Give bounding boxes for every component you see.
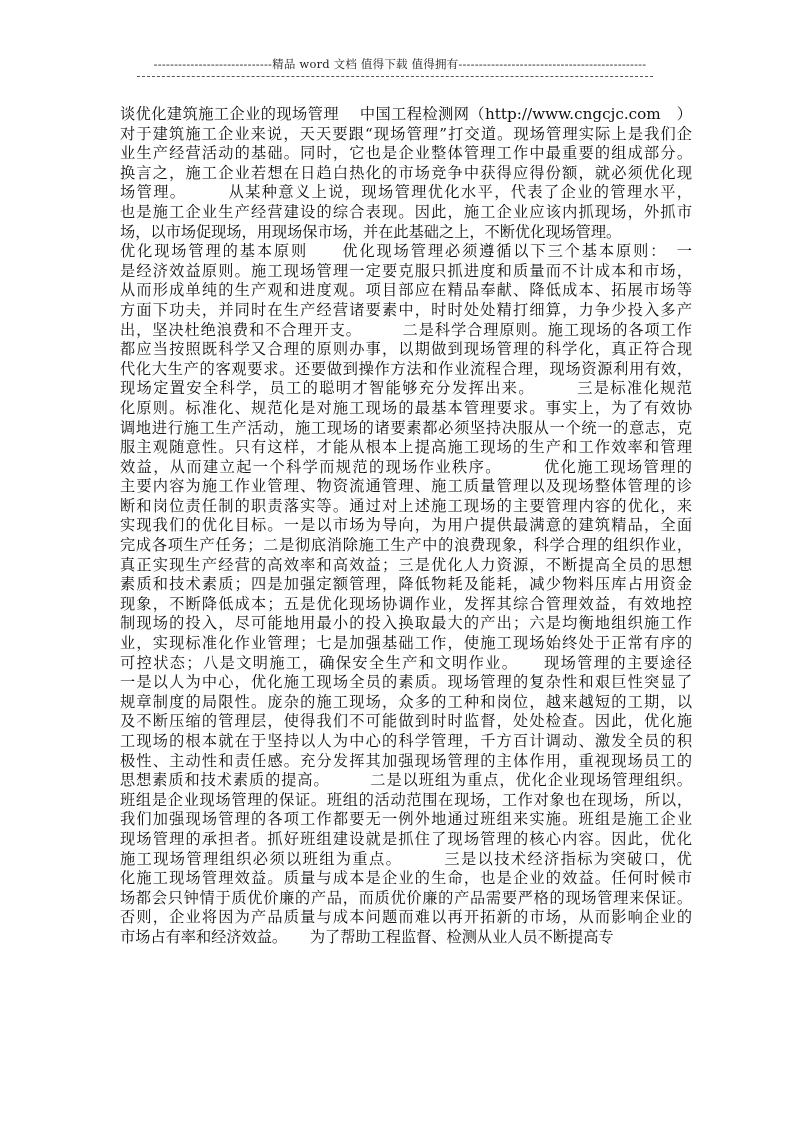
body-line: 实现我们的优化目标。一是以市场为导向，为用户提供最满意的建筑精品，全面 — [120, 516, 692, 535]
body-line: 断和岗位责任制的职责落实等。通过对上述施工现场的主要管理内容的优化，来 — [120, 496, 692, 515]
body-line: 工现场的根本就在于坚持以人为中心的科学管理，千方百计调动、激发全员的积 — [120, 732, 692, 750]
body-line: 代化大生产的客观要求。还要做到操作方法和作业流程合理，现场资源利用有效， — [120, 359, 692, 378]
body-line: 现场管理的承担者。抓好班组建设就是抓住了现场管理的核心内容。因此，优化 — [120, 829, 692, 848]
body-line: 化原则。标准化、规范化是对施工现场的最基本管理要求。事实上，为了有效协 — [120, 398, 692, 417]
body-line: 场，以市场促现场，用现场保市场，并在此基础之上，不断优化现场管理。 — [120, 222, 622, 241]
body-line: 出，坚决杜绝浪费和不合理开支。 二是科学合理原则。施工现场的各项工作 — [120, 320, 692, 339]
body-line: 班组是企业现场管理的保证。班组的活动范围在现场，工作对象也在现场，所以， — [120, 790, 692, 809]
body-line: 制现场的投入，尽可能地用最小的投入换取最大的产出；六是均衡地组织施工作 — [120, 614, 692, 633]
body-line: 一是以人为中心，优化施工现场全员的素质。现场管理的复杂性和艰巨性突显了 — [120, 673, 692, 692]
body-line: 业，实现标准化作业管理；七是加强基础工作，使施工现场始终处于正常有序的 — [120, 634, 692, 653]
body-line: 规章制度的局限性。庞杂的施工现场，众多的工种和岗位，越来越短的工期，以 — [120, 692, 692, 711]
body-line: 极性、主动性和责任感。充分发挥其加强现场管理的主体作用，重视现场员工的 — [120, 751, 692, 770]
body-line: 市场占有率和经济效益。 为了帮助工程监督、检测从业人员不断提高专 — [120, 927, 614, 946]
body-line: 否则，企业将因为产品质量与成本问题而难以再开拓新的市场，从而影响企业的 — [120, 908, 692, 927]
body-line: 可控状态；八是文明施工，确保安全生产和文明作业。 现场管理的主要途径 — [120, 653, 692, 672]
body-line: 现场定置安全科学，员工的聪明才智能够充分发挥出来。 三是标准化规范 — [120, 379, 692, 398]
body-line: 场都会只钟情于质优价廉的产品，而质优价廉的产品需要严格的现场管理来保证。 — [120, 888, 692, 907]
body-line: 效益，从而建立起一个科学而规范的现场作业秩序。 优化施工现场管理的 — [120, 457, 692, 476]
body-line: 主要内容为施工作业管理、物资流通管理、施工质量管理以及现场整体管理的诊 — [120, 477, 692, 496]
body-line: 施工现场管理组织必须以班组为重点。 三是以技术经济指标为突破口，优 — [120, 849, 692, 868]
body-line: 现象，不断降低成本；五是优化现场协调作业，发挥其综合管理效益，有效地控 — [120, 594, 692, 613]
body-line: 从而形成单纯的生产观和进度观。项目部应在精品奉献、降低成本、拓展市场等 — [120, 281, 692, 300]
body-line: 也是施工企业生产经营建设的综合表现。因此，施工企业应该内抓现场，外抓市 — [120, 202, 692, 221]
body-line: 我们加强现场管理的各项工作都要无一例外地通过班组来实施。班组是施工企业 — [120, 810, 692, 829]
body-line: 对于建筑施工企业来说，天天要跟“现场管理”打交道。现场管理实际上是我们企 — [120, 124, 692, 143]
body-line: 优化现场管理的基本原则 优化现场管理必须遵循以下三个基本原则： 一 — [120, 242, 692, 261]
body-line: 是经济效益原则。施工现场管理一定要克服只抓进度和质量而不计成本和市场， — [120, 261, 692, 280]
body-line: 都应当按照既科学又合理的原则办事，以期做到现场管理的科学化，真正符合现 — [120, 340, 692, 359]
page-header: -----------------------------精品 word 文档 值得下载 值得拥有---------------------------------------------- — [153, 57, 647, 71]
body-line: 及不断压缩的管理层，使得我们不可能做到时时监督，处处检查。因此，优化施 — [120, 712, 692, 731]
header-divider — [137, 76, 653, 77]
article-body — [120, 105, 692, 948]
body-line: 服主观随意性。只有这样，才能从根本上提高施工现场的生产和工作效率和管理 — [120, 438, 692, 457]
body-line: 完成各项生产任务；二是彻底消除施工生产中的浪费现象，科学合理的组织作业， — [120, 536, 692, 555]
body-line: 业生产经营活动的基础。同时，它也是企业整体管理工作中最重要的组成部分。 — [120, 144, 692, 163]
body-line: 真正实现生产经营的高效率和高效益；三是优化人力资源，不断提高全员的思想 — [120, 555, 692, 574]
article-title-line: 谈优化建筑施工企业的现场管理 中国工程检测网（http://www.cngcjc.com ） — [120, 105, 692, 123]
body-line: 换言之，施工企业若想在日趋白热化的市场竞争中获得应得份额，就必须优化现 — [120, 163, 692, 182]
body-line: 场管理。 从某种意义上说，现场管理优化水平，代表了企业的管理水平， — [120, 183, 692, 202]
body-line: 调地进行施工生产活动，施工现场的诸要素都必须坚持决服从一个统一的意志，克 — [120, 418, 692, 437]
body-line: 思想素质和技术素质的提高。 二是以班组为重点，优化企业现场管理组织。 — [120, 771, 692, 790]
body-line: 化施工现场管理效益。质量与成本是企业的生命，也是企业的效益。任何时候市 — [120, 869, 692, 888]
body-line: 素质和技术素质；四是加强定额管理，降低物耗及能耗，减少物料压库占用资金 — [120, 575, 692, 594]
body-line: 方面下功夫，并同时在生产经营诸要素中，时时处处精打细算，力争少投入多产 — [120, 300, 692, 319]
